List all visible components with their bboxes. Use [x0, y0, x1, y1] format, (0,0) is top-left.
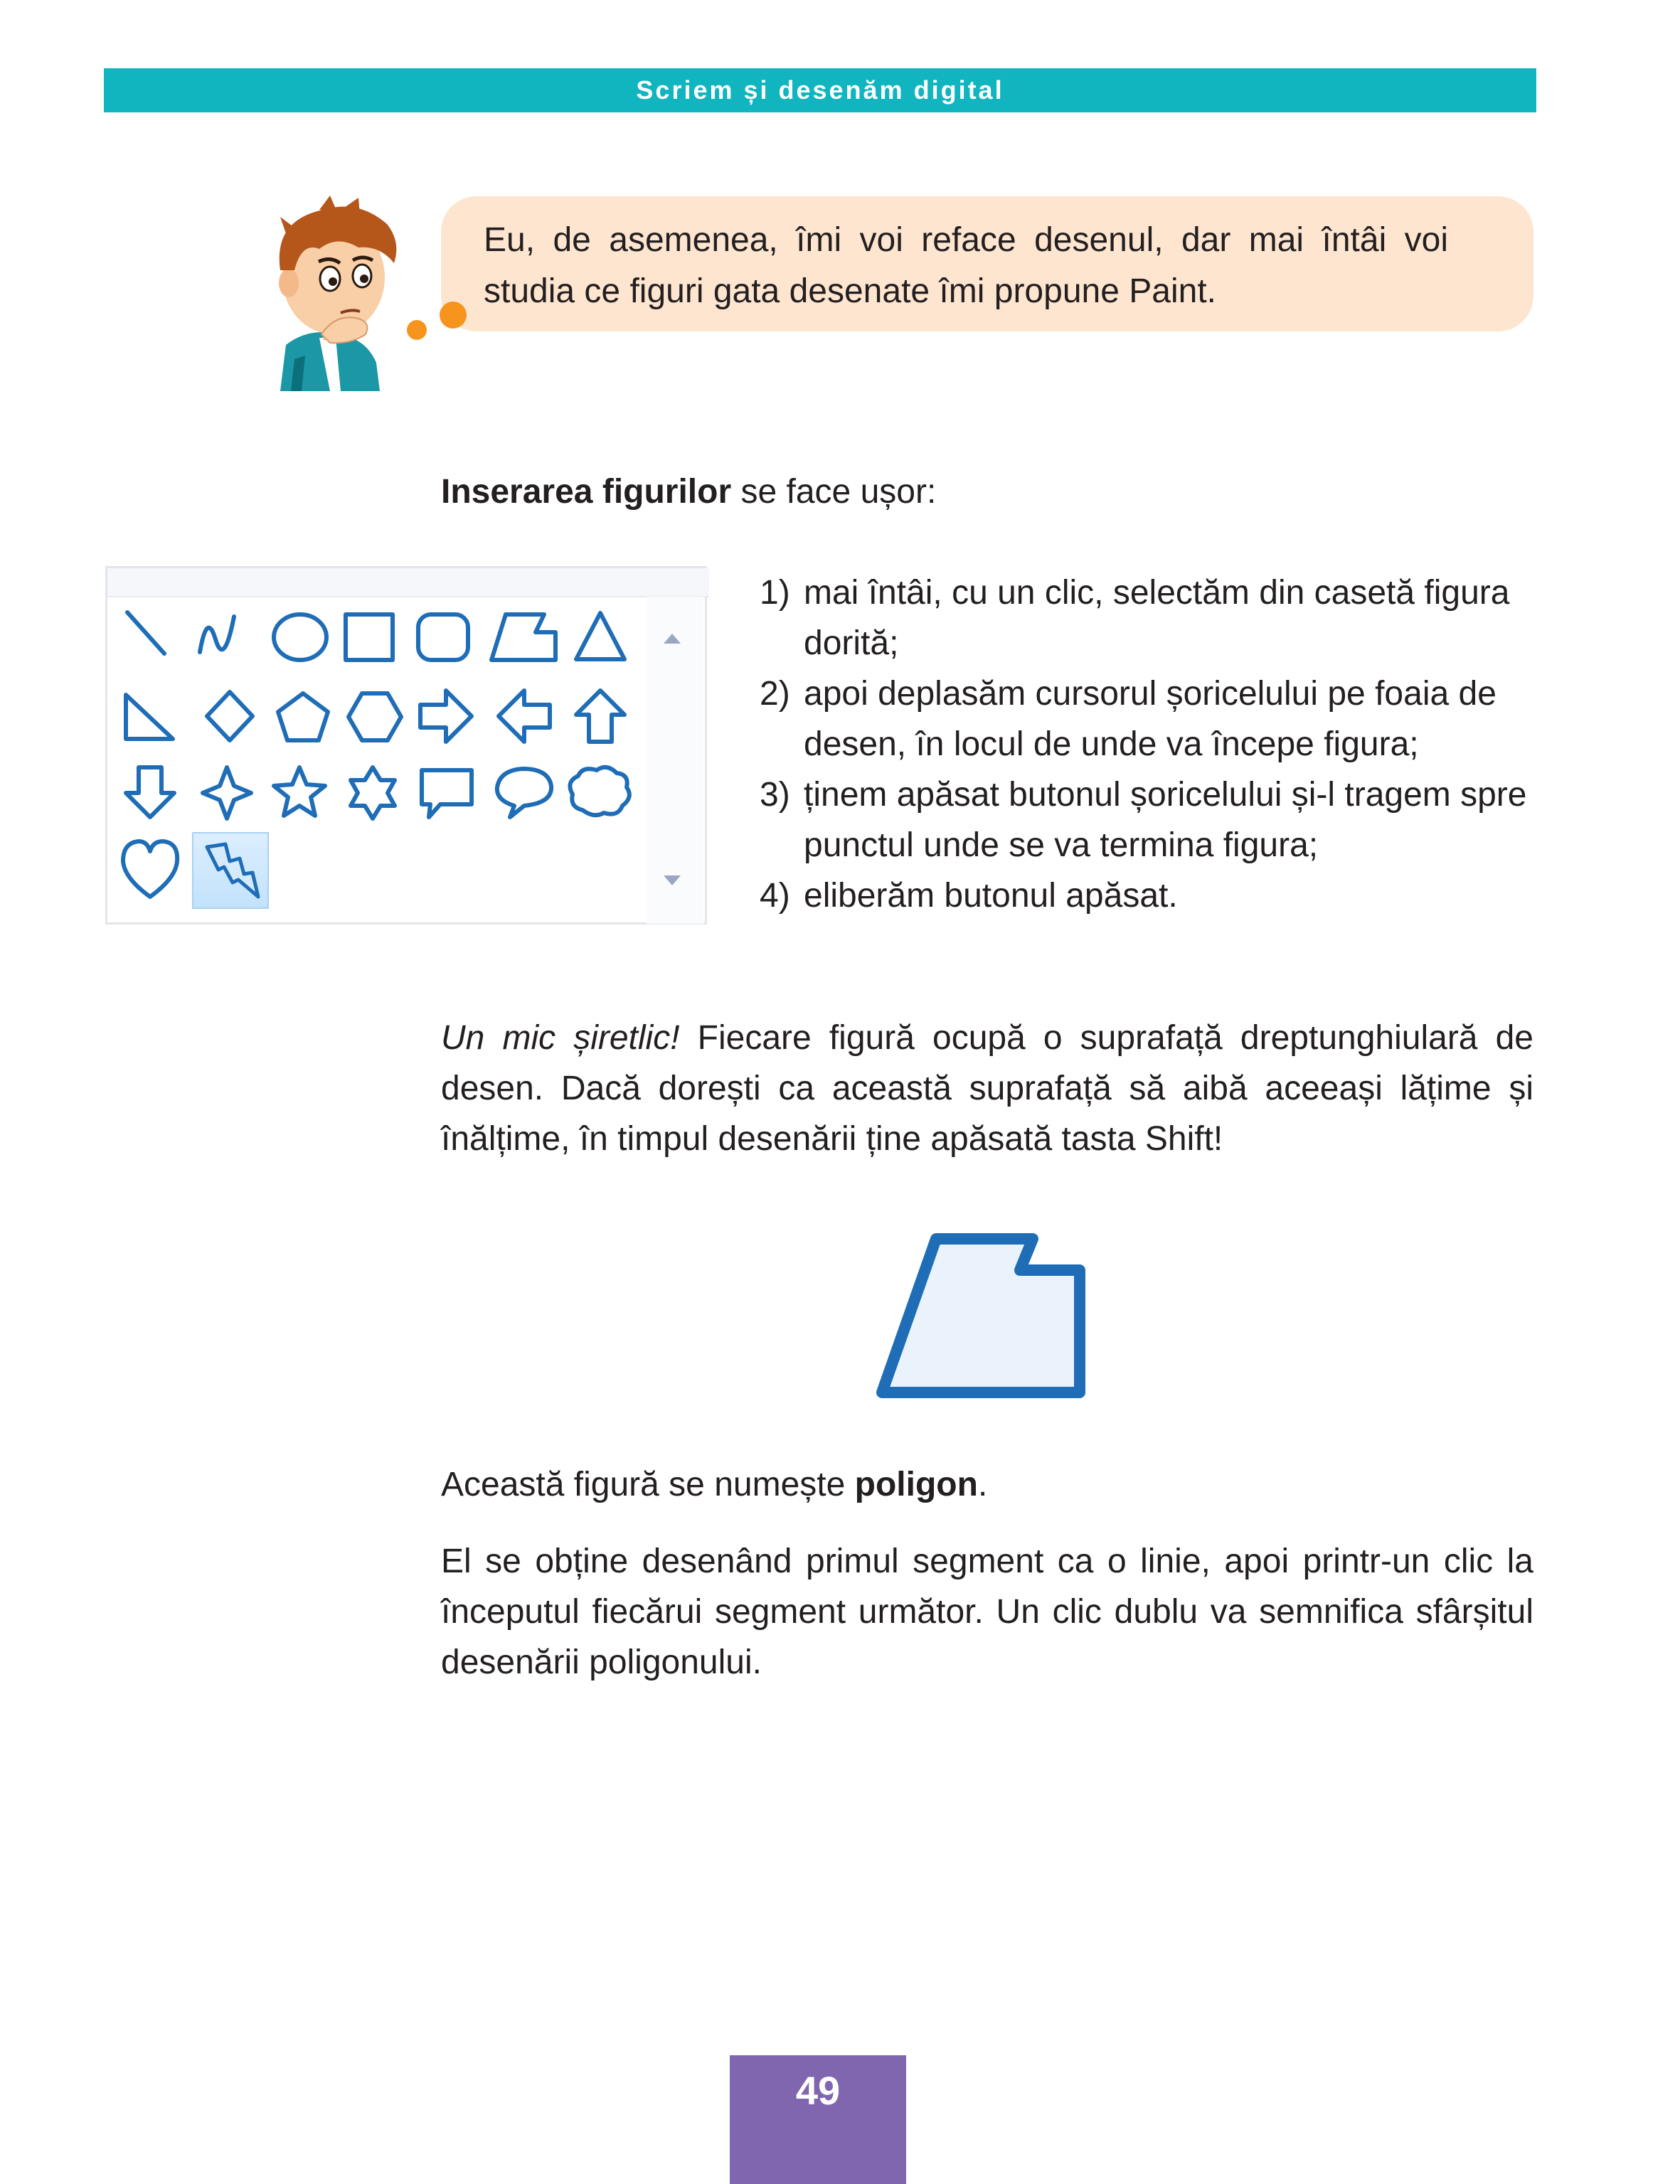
bubble-dot-small [407, 320, 427, 340]
step-text: apoi deplasăm cursorul șoricelului pe foaia de desen, în locul de unde va începe figura; [804, 675, 1496, 763]
caption-bold: poligon [854, 1466, 978, 1503]
step-item [760, 870, 1542, 921]
polygon-figure [875, 1230, 1097, 1404]
line-icon[interactable] [127, 612, 164, 654]
step-number: 2) [760, 675, 790, 713]
step-number: 4) [760, 877, 790, 915]
step-text: eliberăm butonul apăsat. [804, 877, 1178, 915]
triangle-icon[interactable] [576, 613, 624, 659]
six-point-star-icon[interactable] [351, 767, 395, 819]
caption-before: Această figură se numește [441, 1466, 855, 1503]
speech-text: Eu, de asemenea, îmi voi reface desenul, dar mai întâi voi studia ce figuri gata desenate îmi propune Paint. [484, 221, 1448, 310]
shapes-grid [107, 568, 709, 927]
rounded-rectangle-icon[interactable] [418, 614, 468, 660]
step-item [760, 568, 1542, 668]
step-item [760, 769, 1542, 870]
oval-callout-icon[interactable] [497, 769, 551, 817]
shapes-palette [105, 566, 707, 925]
intro-bold: Inserarea figurilor [441, 473, 732, 511]
caption-after: . [977, 1466, 988, 1503]
rectangular-callout-icon[interactable] [422, 770, 472, 817]
step-number: 1) [760, 574, 790, 612]
bubble-dot-large [440, 302, 467, 329]
hexagon-icon[interactable] [349, 693, 401, 740]
thinking-boy-illustration [252, 192, 427, 391]
page-header: Scriem și desenăm digital [104, 68, 1536, 112]
five-point-star-icon[interactable] [274, 767, 325, 816]
page-number: 49 [730, 2055, 906, 2184]
step-number: 3) [760, 776, 790, 814]
step-text: ținem apăsat butonul șoricelului și-l tragem spre punctul unde se va termina figura; [804, 776, 1527, 864]
intro-line [441, 467, 936, 518]
right-arrow-icon[interactable] [420, 691, 472, 742]
speech-bubble [441, 196, 1533, 331]
tip-text: Fiecare figură ocupă o suprafață dreptunghiulară de desen. Dacă dorești ca această suprafață să aibă aceeași lățime și înălțime, în timpul desenării ține apăsată tasta Shift! [441, 1019, 1533, 1158]
steps-list [760, 568, 1542, 921]
rectangle-icon[interactable] [346, 614, 393, 660]
left-arrow-icon[interactable] [499, 691, 550, 742]
step-item [760, 668, 1542, 769]
up-arrow-icon[interactable] [576, 691, 624, 742]
tip-paragraph [441, 1013, 1533, 1164]
polygon-caption [441, 1459, 1533, 1510]
heart-icon[interactable] [123, 841, 177, 897]
polygon-icon[interactable] [491, 614, 555, 660]
tip-italic: Un mic șiretlic! [441, 1019, 680, 1057]
cloud-callout-icon[interactable] [570, 767, 629, 815]
right-triangle-icon[interactable] [126, 695, 173, 739]
step-text: mai întâi, cu un clic, selectăm din casetă figura dorită; [804, 574, 1510, 662]
oval-icon[interactable] [274, 614, 326, 660]
diamond-icon[interactable] [207, 692, 252, 740]
polygon-description: El se obține desenând primul segment ca o linie, apoi printr-un clic la începutul fiecărui segment următor. Un clic dublu va semnifica sfârșitul desenării poligonului. [441, 1543, 1533, 1681]
four-point-star-icon[interactable] [203, 767, 251, 819]
curve-icon[interactable] [200, 617, 234, 652]
pentagon-icon[interactable] [278, 693, 328, 740]
intro-rest: se face ușor: [731, 473, 937, 511]
down-arrow-icon[interactable] [126, 767, 174, 817]
